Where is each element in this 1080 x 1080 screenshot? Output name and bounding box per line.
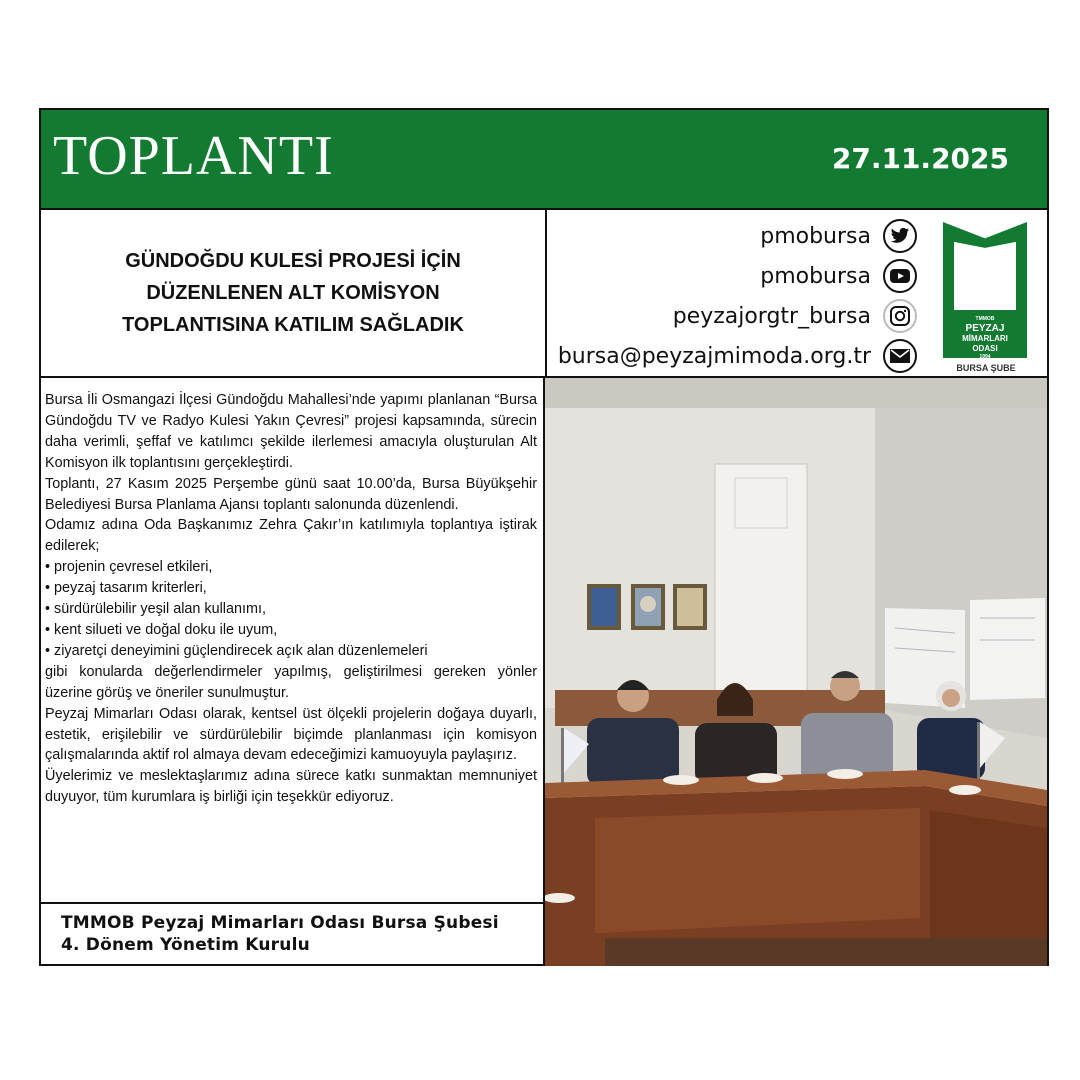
paragraph-2: Toplantı, 27 Kasım 2025 Perşembe günü saat 10.00’da, Bursa Büyükşehir Belediyesi Bursa Planlama Ajansı toplantı salonunda düzenlendi. [45,475,537,513]
signature-line-1: TMMOB Peyzaj Mimarları Odası Bursa Şubesi [61,913,499,933]
contact-youtube[interactable] [760,256,917,296]
header-bar [41,110,1047,210]
headline-box [41,210,545,376]
meeting-date: 27.11.2025 [831,142,1009,175]
instagram-handle: peyzajorgtr_bursa [672,303,871,329]
paragraph-4: gibi konularda değerlendirmeler yapılmış, geliştirilmesi gereken yönler üzerine görüş ve öneriler sunulmuştur. [45,663,537,701]
meeting-photo [545,378,1047,966]
logo-line-2: PEYZAJ [965,323,1005,334]
list-item: • projenin çevresel etkileri, [45,559,213,576]
footer-divider [41,902,545,904]
youtube-handle: pmobursa [760,263,871,289]
contact-list [547,210,927,376]
logo-line-1: TMMOB [975,316,995,322]
list-item: • kent silueti ve doğal doku ile uyum, [45,621,278,638]
email-address: bursa@peyzajmimoda.org.tr [557,343,871,369]
logo-subtitle: BURSA ŞUBE [956,363,1016,373]
list-item: • peyzaj tasarım kriterleri, [45,580,207,597]
contact-twitter[interactable] [760,216,917,256]
twitter-handle: pmobursa [760,223,871,249]
contact-instagram[interactable] [673,296,917,336]
topic-list [45,557,537,662]
signature-block [61,912,499,956]
organization-logo [941,222,1031,374]
paragraph-5: Peyzaj Mimarları Odası olarak, kentsel üst ölçekli projelerin doğaya duyarlı, estetik, erişilebilir ve sürdürülebilir biçimde planlanması için komisyon çalışmalarında aktif rol almaya devam edeceğimizi kamuoyuyla paylaşırız. [45,705,537,764]
paragraph-6: Üyelerimiz ve meslektaşlarımız adına sürece katkı sunmaktan memnuniyet duyuyor, tüm kurumlara iş birliği için teşekkür ediyoruz. [45,768,537,806]
headline: GÜNDOĞDU KULESİ PROJESİ İÇİN DÜZENLENEN ALT KOMİSYON TOPLANTISINA KATILIM SAĞLADIK [122,250,464,336]
article-body [45,390,537,808]
instagram-icon [883,299,917,333]
mail-icon [883,339,917,373]
poster-frame [39,108,1049,966]
signature-line-2: 4. Dönem Yönetim Kurulu [61,935,310,955]
logo-line-3: MİMARLARI [962,334,1008,343]
list-item: • ziyaretçi deneyimini güçlendirecek açık alan düzenlemeleri [45,642,428,659]
logo-text [943,316,1027,361]
list-item: • sürdürülebilir yeşil alan kullanımı, [45,601,266,618]
paragraph-3: Odamız adına Oda Başkanımız Zehra Çakır’ın katılımıyla toplantıya iştirak edilerek; [45,517,537,555]
logo-line-4: ODASI [972,344,998,353]
logo-line-5: 1994 [979,354,991,360]
page-title: TOPLANTI [53,125,334,187]
contact-email[interactable] [558,336,917,376]
twitter-icon [883,219,917,253]
paragraph-1: Bursa İli Osmangazi İlçesi Gündoğdu Mahallesi’nde yapımı planlanan “Bursa Gündoğdu TV ve Radyo Kulesi Yakın Çevresi” projesi kapsamında, sürecin daha verimli, şeffaf ve katılımcı şekilde ilerlemesi amacıyla oluşturulan Alt Komisyon ilk toplantısını gerçekleştirdi. [45,392,537,471]
youtube-icon [883,259,917,293]
